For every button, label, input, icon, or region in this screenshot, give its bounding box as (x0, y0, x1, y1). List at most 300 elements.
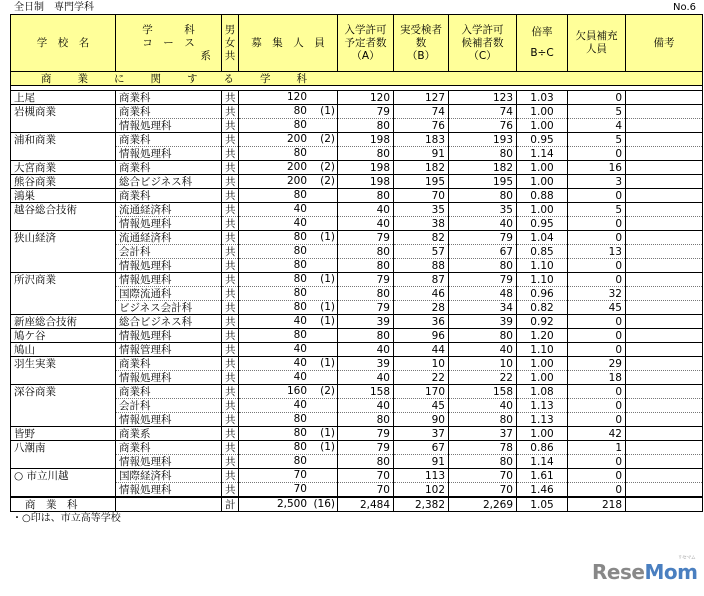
planned-cell: 158 (338, 385, 394, 399)
sex-cell: 共 (222, 119, 239, 133)
capacity-cell: 80 (239, 245, 338, 259)
shortfall-cell: 0 (568, 217, 626, 231)
shortfall-cell: 42 (568, 427, 626, 441)
sex-cell: 共 (222, 329, 239, 343)
shortfall-cell: 0 (568, 329, 626, 343)
candidates-cell: 40 (449, 217, 517, 231)
sex-cell: 共 (222, 441, 239, 455)
school-name: 羽生実業 (11, 357, 116, 371)
examinees-cell: 127 (394, 91, 449, 105)
sex-cell: 共 (222, 343, 239, 357)
candidates-cell: 80 (449, 147, 517, 161)
category-label: 全日制 専門学科 (14, 2, 94, 13)
remarks-cell (626, 217, 703, 231)
examinees-cell: 36 (394, 315, 449, 329)
planned-cell: 79 (338, 231, 394, 245)
sex-cell: 共 (222, 385, 239, 399)
results-table (10, 14, 703, 512)
examinees-cell: 57 (394, 245, 449, 259)
table-row (11, 469, 703, 483)
school-name: 皆野 (11, 427, 116, 441)
capacity-cell: 40 (239, 217, 338, 231)
examinees-cell: 102 (394, 483, 449, 498)
capacity-cell: 40 (239, 343, 338, 357)
course-name: 情報処理科 (116, 371, 222, 385)
capacity-cell: 40 (1) (239, 315, 338, 329)
planned-cell: 40 (338, 399, 394, 413)
total-planned: 2,484 (338, 497, 394, 512)
ratio-cell: 1.20 (517, 329, 568, 343)
course-name: 商業科 (116, 385, 222, 399)
remarks-cell (626, 203, 703, 217)
course-name: 商業科 (116, 441, 222, 455)
ratio-cell: 0.88 (517, 189, 568, 203)
ratio-cell: 1.10 (517, 343, 568, 357)
ratio-cell: 1.00 (517, 371, 568, 385)
col-remarks: 備考 (626, 15, 703, 72)
shortfall-cell: 29 (568, 357, 626, 371)
examinees-cell: 183 (394, 133, 449, 147)
planned-cell: 79 (338, 441, 394, 455)
shortfall-cell: 32 (568, 287, 626, 301)
table-row (11, 259, 703, 273)
candidates-cell: 80 (449, 455, 517, 469)
shortfall-cell: 5 (568, 105, 626, 119)
sex-cell: 共 (222, 287, 239, 301)
school-name (11, 371, 116, 385)
table-row (11, 455, 703, 469)
sex-cell: 共 (222, 175, 239, 189)
course-name: 商業科 (116, 161, 222, 175)
school-name (11, 147, 116, 161)
planned-cell: 79 (338, 427, 394, 441)
table-row (11, 385, 703, 399)
examinees-cell: 38 (394, 217, 449, 231)
footnote: ・○印は、市立高等学校 (12, 513, 121, 524)
sheet-top-line (10, 2, 702, 14)
examinees-cell: 82 (394, 231, 449, 245)
sex-cell: 共 (222, 147, 239, 161)
sex-cell: 共 (222, 245, 239, 259)
table-row (11, 399, 703, 413)
ratio-cell: 1.00 (517, 427, 568, 441)
school-name (11, 217, 116, 231)
shortfall-cell: 0 (568, 455, 626, 469)
examinees-cell: 46 (394, 287, 449, 301)
candidates-cell: 80 (449, 259, 517, 273)
shortfall-cell: 0 (568, 483, 626, 498)
table-row (11, 427, 703, 441)
total-examinees: 2,382 (394, 497, 449, 512)
remarks-cell (626, 343, 703, 357)
sex-cell: 共 (222, 91, 239, 105)
candidates-cell: 35 (449, 203, 517, 217)
remarks-cell (626, 231, 703, 245)
shortfall-cell: 0 (568, 91, 626, 105)
capacity-cell: 80 (239, 455, 338, 469)
examinees-cell: 182 (394, 161, 449, 175)
course-name: 情報処理科 (116, 413, 222, 427)
school-name: 狭山経済 (11, 231, 116, 245)
table-row (11, 483, 703, 498)
shortfall-cell: 0 (568, 399, 626, 413)
table-row (11, 91, 703, 105)
school-name: 新座総合技術 (11, 315, 116, 329)
capacity-cell: 40 (239, 203, 338, 217)
ratio-cell: 1.10 (517, 273, 568, 287)
examinees-cell: 37 (394, 427, 449, 441)
total-row (11, 497, 703, 512)
course-name: 情報処理科 (116, 217, 222, 231)
school-name: 浦和商業 (11, 133, 116, 147)
col-planned: 入学許可 予定者数 （A） (338, 15, 394, 72)
remarks-cell (626, 371, 703, 385)
course-name: 総合ビジネス科 (116, 315, 222, 329)
capacity-cell: 80 (239, 287, 338, 301)
examinees-cell: 74 (394, 105, 449, 119)
candidates-cell: 40 (449, 399, 517, 413)
school-name: 所沢商業 (11, 273, 116, 287)
table-row (11, 315, 703, 329)
capacity-cell: 40 (239, 399, 338, 413)
col-course: 学 科 コ ー ス 系 (116, 15, 222, 72)
examinees-cell: 44 (394, 343, 449, 357)
sex-cell: 共 (222, 273, 239, 287)
planned-cell: 40 (338, 343, 394, 357)
ratio-cell: 0.86 (517, 441, 568, 455)
course-name: 国際流通科 (116, 287, 222, 301)
ratio-cell: 1.10 (517, 259, 568, 273)
table-row (11, 357, 703, 371)
capacity-cell: 80 (239, 259, 338, 273)
course-name: 商業科 (116, 91, 222, 105)
ratio-cell: 1.00 (517, 175, 568, 189)
school-name (11, 119, 116, 133)
remarks-cell (626, 441, 703, 455)
sex-cell: 共 (222, 413, 239, 427)
ratio-cell: 1.14 (517, 455, 568, 469)
planned-cell: 79 (338, 301, 394, 315)
resemom-logo: ReseMom リセマム (592, 555, 698, 584)
remarks-cell (626, 287, 703, 301)
candidates-cell: 37 (449, 427, 517, 441)
examinees-cell: 91 (394, 147, 449, 161)
col-examinees: 実受検者 数 （B） (394, 15, 449, 72)
school-name: 八潮南 (11, 441, 116, 455)
capacity-cell: 40 (239, 371, 338, 385)
table-row (11, 329, 703, 343)
ratio-cell: 1.00 (517, 105, 568, 119)
table-row (11, 217, 703, 231)
table-row (11, 371, 703, 385)
candidates-cell: 40 (449, 343, 517, 357)
ratio-cell: 1.13 (517, 413, 568, 427)
course-name: 商業科 (116, 189, 222, 203)
capacity-cell: 80 (1) (239, 105, 338, 119)
school-name: 深谷商業 (11, 385, 116, 399)
planned-cell: 70 (338, 469, 394, 483)
shortfall-cell: 16 (568, 161, 626, 175)
shortfall-cell: 0 (568, 343, 626, 357)
ratio-cell: 0.96 (517, 287, 568, 301)
sex-cell: 共 (222, 105, 239, 119)
remarks-cell (626, 119, 703, 133)
shortfall-cell: 13 (568, 245, 626, 259)
examinees-cell: 35 (394, 203, 449, 217)
shortfall-cell: 0 (568, 413, 626, 427)
table-row (11, 119, 703, 133)
capacity-cell: 120 (239, 91, 338, 105)
remarks-cell (626, 175, 703, 189)
candidates-cell: 78 (449, 441, 517, 455)
remarks-cell (626, 357, 703, 371)
remarks-cell (626, 189, 703, 203)
planned-cell: 198 (338, 175, 394, 189)
examinees-cell: 87 (394, 273, 449, 287)
course-name: 情報処理科 (116, 259, 222, 273)
remarks-cell (626, 105, 703, 119)
planned-cell: 80 (338, 245, 394, 259)
remarks-cell (626, 483, 703, 498)
sex-cell: 共 (222, 469, 239, 483)
sex-cell: 共 (222, 189, 239, 203)
school-name: 岩槻商業 (11, 105, 116, 119)
sex-cell: 共 (222, 259, 239, 273)
capacity-cell: 200 (2) (239, 175, 338, 189)
ratio-cell: 1.03 (517, 91, 568, 105)
remarks-cell (626, 259, 703, 273)
table-row (11, 413, 703, 427)
total-ratio: 1.05 (517, 497, 568, 512)
examinees-cell: 10 (394, 357, 449, 371)
total-candidates: 2,269 (449, 497, 517, 512)
sex-cell: 共 (222, 161, 239, 175)
course-name: 商業系 (116, 427, 222, 441)
candidates-cell: 182 (449, 161, 517, 175)
sex-cell: 共 (222, 483, 239, 498)
course-name: 会計科 (116, 245, 222, 259)
total-capacity: 2,500 (16) (239, 497, 338, 512)
school-name (11, 413, 116, 427)
table-row (11, 133, 703, 147)
section-title: 商業に関する学科 (11, 72, 703, 86)
planned-cell: 39 (338, 357, 394, 371)
ratio-cell: 0.95 (517, 133, 568, 147)
course-name: 流通経済科 (116, 203, 222, 217)
sex-cell: 共 (222, 301, 239, 315)
sex-cell: 共 (222, 231, 239, 245)
capacity-cell: 80 (1) (239, 301, 338, 315)
ratio-cell: 0.95 (517, 217, 568, 231)
candidates-cell: 195 (449, 175, 517, 189)
candidates-cell: 80 (449, 413, 517, 427)
planned-cell: 80 (338, 329, 394, 343)
school-name (11, 287, 116, 301)
col-sex: 男 女 共 (222, 15, 239, 72)
table-row (11, 245, 703, 259)
remarks-cell (626, 427, 703, 441)
table-row (11, 343, 703, 357)
planned-cell: 39 (338, 315, 394, 329)
planned-cell: 80 (338, 147, 394, 161)
table-row (11, 161, 703, 175)
ratio-cell: 1.04 (517, 231, 568, 245)
capacity-cell: 40 (1) (239, 357, 338, 371)
planned-cell: 80 (338, 455, 394, 469)
shortfall-cell: 0 (568, 231, 626, 245)
school-name (11, 301, 116, 315)
capacity-cell: 80 (1) (239, 231, 338, 245)
school-name (11, 399, 116, 413)
school-name: 上尾 (11, 91, 116, 105)
candidates-cell: 80 (449, 329, 517, 343)
shortfall-cell: 0 (568, 189, 626, 203)
candidates-cell: 80 (449, 189, 517, 203)
ratio-cell: 1.00 (517, 119, 568, 133)
school-name: 鳩山 (11, 343, 116, 357)
remarks-cell (626, 273, 703, 287)
candidates-cell: 123 (449, 91, 517, 105)
school-name (11, 259, 116, 273)
ratio-cell: 1.46 (517, 483, 568, 498)
col-ratio: 倍率 B÷C (517, 15, 568, 72)
col-capacity: 募 集 人 員 (239, 15, 338, 72)
school-name (11, 483, 116, 498)
examinees-cell: 195 (394, 175, 449, 189)
planned-cell: 80 (338, 189, 394, 203)
table-row (11, 147, 703, 161)
school-name: 鳩ケ谷 (11, 329, 116, 343)
sex-cell: 共 (222, 399, 239, 413)
sex-cell: 共 (222, 133, 239, 147)
planned-cell: 120 (338, 91, 394, 105)
capacity-cell: 80 (1) (239, 427, 338, 441)
course-name: 情報処理科 (116, 455, 222, 469)
table-row (11, 231, 703, 245)
total-sex: 計 (222, 497, 239, 512)
planned-cell: 79 (338, 273, 394, 287)
school-name (11, 245, 116, 259)
ratio-cell: 1.61 (517, 469, 568, 483)
sex-cell: 共 (222, 427, 239, 441)
course-name: 総合ビジネス科 (116, 175, 222, 189)
school-name: 鴻巣 (11, 189, 116, 203)
col-candidates: 入学許可 候補者数 （C） (449, 15, 517, 72)
capacity-cell: 80 (239, 413, 338, 427)
planned-cell: 40 (338, 203, 394, 217)
school-name: 熊谷商業 (11, 175, 116, 189)
planned-cell: 70 (338, 483, 394, 498)
capacity-cell: 80 (1) (239, 441, 338, 455)
planned-cell: 198 (338, 133, 394, 147)
examinees-cell: 70 (394, 189, 449, 203)
course-name: 情報処理科 (116, 483, 222, 498)
shortfall-cell: 5 (568, 133, 626, 147)
ratio-cell: 1.08 (517, 385, 568, 399)
candidates-cell: 70 (449, 469, 517, 483)
shortfall-cell: 0 (568, 315, 626, 329)
examinees-cell: 22 (394, 371, 449, 385)
course-name: 情報処理科 (116, 119, 222, 133)
shortfall-cell: 0 (568, 147, 626, 161)
shortfall-cell: 18 (568, 371, 626, 385)
remarks-cell (626, 91, 703, 105)
remarks-cell (626, 385, 703, 399)
ratio-cell: 1.00 (517, 357, 568, 371)
table-row (11, 301, 703, 315)
shortfall-cell: 4 (568, 119, 626, 133)
shortfall-cell: 0 (568, 469, 626, 483)
sex-cell: 共 (222, 371, 239, 385)
candidates-cell: 39 (449, 315, 517, 329)
examinees-cell: 91 (394, 455, 449, 469)
sex-cell: 共 (222, 217, 239, 231)
course-name: 国際経済科 (116, 469, 222, 483)
sex-cell: 共 (222, 315, 239, 329)
candidates-cell: 79 (449, 231, 517, 245)
total-label: 商 業 科 (11, 497, 116, 512)
remarks-cell (626, 469, 703, 483)
col-shortfall: 欠員補充 人員 (568, 15, 626, 72)
remarks-cell (626, 315, 703, 329)
examinees-cell: 96 (394, 329, 449, 343)
table-row (11, 273, 703, 287)
remarks-cell (626, 133, 703, 147)
ratio-cell: 0.82 (517, 301, 568, 315)
sex-cell: 共 (222, 455, 239, 469)
remarks-cell (626, 413, 703, 427)
candidates-cell: 193 (449, 133, 517, 147)
examinees-cell: 113 (394, 469, 449, 483)
capacity-cell: 80 (239, 329, 338, 343)
shortfall-cell: 5 (568, 203, 626, 217)
capacity-cell: 70 (239, 469, 338, 483)
course-name: 商業科 (116, 133, 222, 147)
examinees-cell: 170 (394, 385, 449, 399)
capacity-cell: 200 (2) (239, 161, 338, 175)
school-name (11, 455, 116, 469)
sex-cell: 共 (222, 357, 239, 371)
examinees-cell: 88 (394, 259, 449, 273)
candidates-cell: 79 (449, 273, 517, 287)
table-row (11, 287, 703, 301)
candidates-cell: 67 (449, 245, 517, 259)
page-number: No.6 (673, 2, 696, 13)
candidates-cell: 34 (449, 301, 517, 315)
planned-cell: 40 (338, 217, 394, 231)
school-name: ○ 市立川越 (11, 469, 116, 483)
shortfall-cell: 0 (568, 385, 626, 399)
sex-cell: 共 (222, 203, 239, 217)
course-name: 流通経済科 (116, 231, 222, 245)
shortfall-cell: 0 (568, 259, 626, 273)
school-name: 越谷総合技術 (11, 203, 116, 217)
course-name: 商業科 (116, 357, 222, 371)
ratio-cell: 1.00 (517, 203, 568, 217)
capacity-cell: 200 (2) (239, 133, 338, 147)
course-name: 商業科 (116, 105, 222, 119)
candidates-cell: 70 (449, 483, 517, 498)
planned-cell: 80 (338, 287, 394, 301)
course-name: 情報処理科 (116, 147, 222, 161)
examinees-cell: 45 (394, 399, 449, 413)
col-school: 学 校 名 (11, 15, 116, 72)
remarks-cell (626, 245, 703, 259)
course-name: 情報管理科 (116, 343, 222, 357)
table-body (11, 91, 703, 498)
capacity-cell: 80 (239, 189, 338, 203)
table-row (11, 189, 703, 203)
